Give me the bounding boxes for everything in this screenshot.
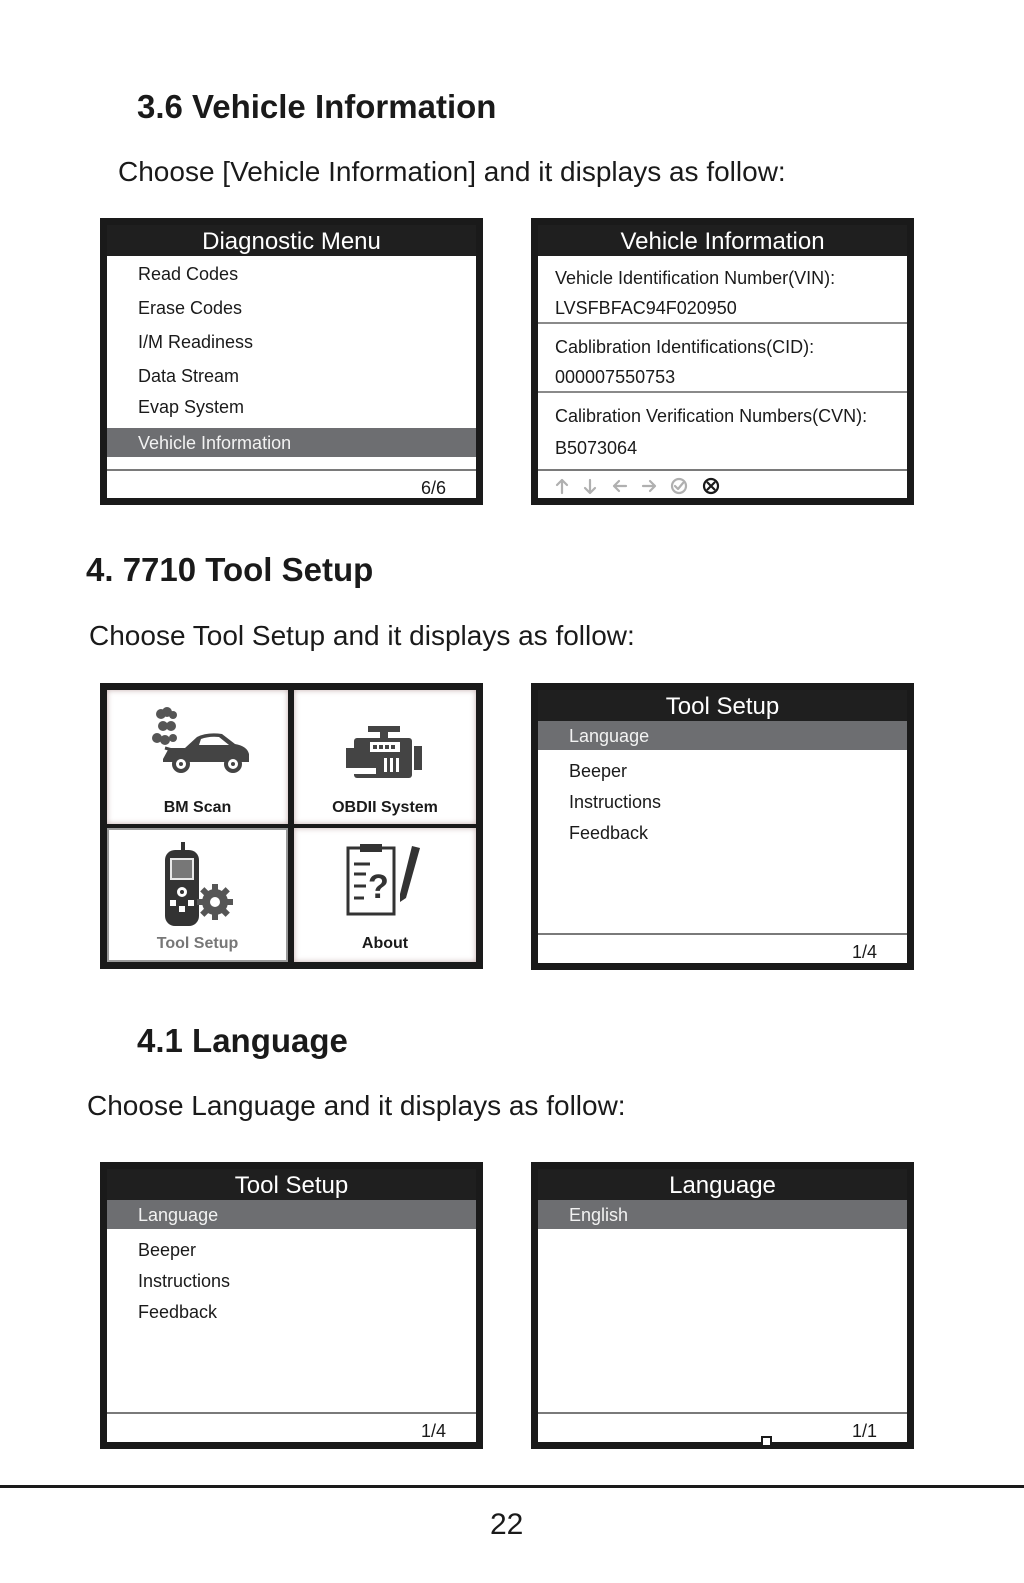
- footer-divider: [538, 933, 907, 935]
- tile-tool-setup[interactable]: [107, 828, 288, 962]
- page-divider: [0, 1485, 1024, 1488]
- section-intro-language: Choose Language and it displays as follow:: [87, 1090, 626, 1121]
- footer-divider: [107, 469, 476, 471]
- screen-title: Vehicle Information: [538, 225, 907, 256]
- cursor-marker: [761, 1436, 772, 1447]
- screen-title: Tool Setup: [538, 690, 907, 721]
- menu-item-beeper[interactable]: Beeper: [138, 1240, 197, 1260]
- section-heading-vehicle-information: 3.6 Vehicle Information: [137, 88, 497, 125]
- page-indicator: 1/1: [851, 1421, 877, 1441]
- arrow-down-icon[interactable]: [585, 480, 595, 493]
- menu-item-label: Language: [138, 1205, 219, 1225]
- screen-title: Language: [538, 1169, 907, 1200]
- engine-icon: [344, 724, 424, 784]
- footer-divider: [538, 1412, 907, 1414]
- tile-label: About: [361, 935, 409, 952]
- divider: [538, 391, 907, 393]
- vin-value: LVSFBFAC94F020950: [555, 298, 737, 318]
- menu-item-beeper[interactable]: Beeper: [569, 761, 628, 781]
- section-heading-language: 4.1 Language: [137, 1022, 348, 1059]
- tile-obdii-system[interactable]: [294, 690, 476, 824]
- cid-label: Cablibration Identifications(CID):: [555, 337, 815, 357]
- page-indicator: 6/6: [420, 478, 446, 498]
- menu-item-evap-system[interactable]: Evap System: [138, 397, 245, 417]
- menu-item-instructions[interactable]: Instructions: [569, 792, 662, 812]
- footer-divider: [107, 1412, 476, 1414]
- menu-item-feedback[interactable]: Feedback: [569, 823, 649, 843]
- section-intro-vehicle-information: Choose [Vehicle Information] and it displays as follow:: [118, 156, 786, 187]
- menu-item-erase-codes[interactable]: Erase Codes: [138, 298, 243, 318]
- clipboard-question-icon: [344, 842, 424, 920]
- menu-item-label: English: [569, 1205, 629, 1225]
- tile-bm-scan[interactable]: [107, 690, 288, 824]
- arrow-up-icon[interactable]: [557, 480, 567, 493]
- page-indicator: 1/4: [420, 1421, 446, 1441]
- diagnostic-menu-screen: [100, 218, 483, 505]
- page-indicator: 1/4: [851, 942, 877, 962]
- menu-item-feedback[interactable]: Feedback: [138, 1302, 218, 1322]
- tool-setup-screen: [100, 1162, 483, 1449]
- arrow-left-icon[interactable]: [614, 481, 626, 491]
- tile-label: OBDII System: [332, 799, 438, 816]
- tile-label: BM Scan: [163, 799, 232, 816]
- menu-item-english[interactable]: [538, 1200, 907, 1229]
- menu-item-im-readiness[interactable]: I/M Readiness: [138, 332, 254, 352]
- divider: [538, 322, 907, 324]
- arrow-right-icon[interactable]: [643, 481, 655, 491]
- menu-item-label: Vehicle Information: [138, 433, 292, 453]
- menu-item-label: Language: [569, 726, 650, 746]
- menu-item-vehicle-information[interactable]: [107, 428, 476, 457]
- vin-label: Vehicle Identification Number(VIN):: [555, 268, 836, 288]
- cid-value: 000007550753: [555, 367, 676, 387]
- language-screen: [531, 1162, 914, 1449]
- section-heading-tool-setup: 4. 7710 Tool Setup: [86, 551, 374, 588]
- footer-divider: [538, 469, 907, 471]
- page-number: 22: [490, 1508, 524, 1541]
- menu-item-data-stream[interactable]: Data Stream: [138, 366, 240, 386]
- menu-item-language[interactable]: [107, 1200, 476, 1229]
- tile-about[interactable]: [294, 828, 476, 962]
- car-smoke-icon: [147, 704, 251, 780]
- cvn-label: Calibration Verification Numbers(CVN):: [555, 406, 868, 426]
- screen-title: Diagnostic Menu: [107, 225, 476, 256]
- check-circle-icon[interactable]: [672, 479, 686, 493]
- tile-label: Tool Setup: [156, 935, 239, 952]
- nav-icon-bar: [552, 475, 742, 499]
- section-intro-tool-setup: Choose Tool Setup and it displays as follow:: [89, 620, 635, 651]
- close-circle-icon[interactable]: [704, 479, 718, 493]
- scanner-gear-icon: [159, 840, 239, 930]
- screen-title: Tool Setup: [107, 1169, 476, 1200]
- cvn-value: B5073064: [555, 438, 638, 458]
- menu-item-read-codes[interactable]: Read Codes: [138, 264, 239, 284]
- menu-item-language[interactable]: [538, 721, 907, 750]
- vehicle-information-screen: [531, 218, 914, 505]
- tool-setup-screen: [531, 683, 914, 970]
- main-menu-screen: [100, 683, 483, 969]
- svg-text:?: ?: [368, 868, 389, 906]
- menu-item-instructions[interactable]: Instructions: [138, 1271, 231, 1291]
